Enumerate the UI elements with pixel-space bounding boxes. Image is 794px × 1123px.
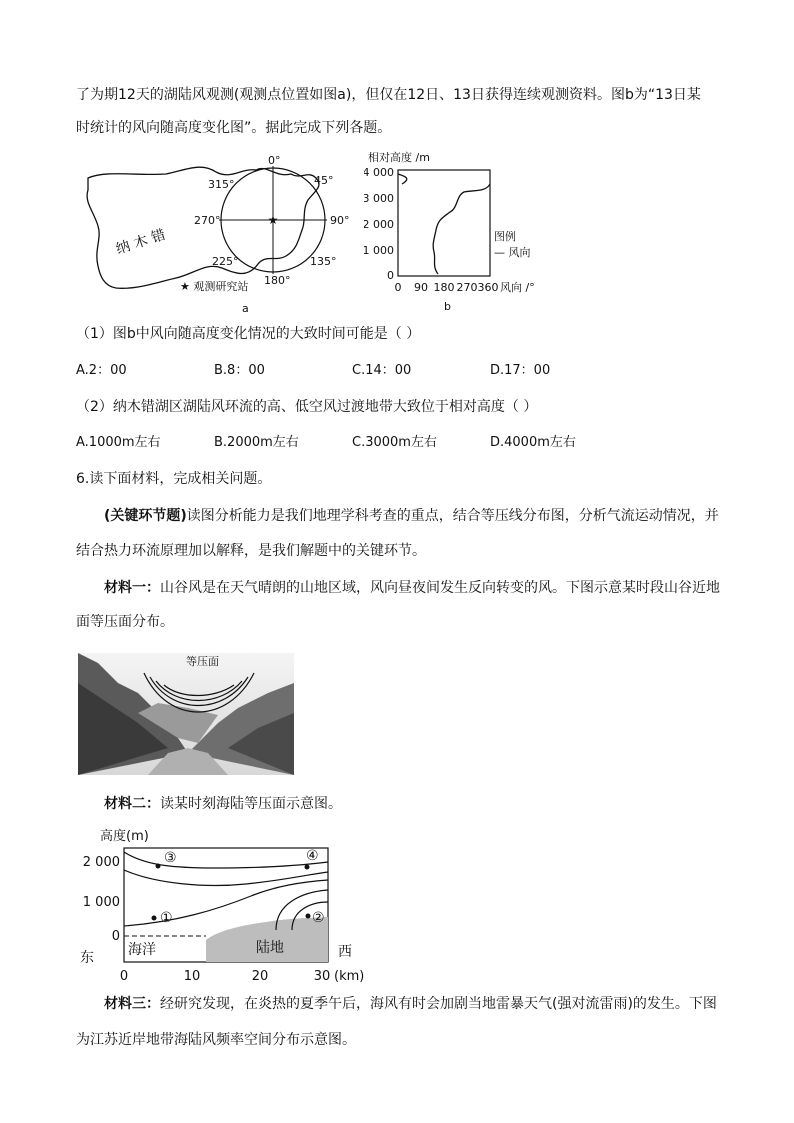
valley-photo: [78, 653, 294, 775]
figure-b-wind-chart: [364, 148, 564, 318]
point-2: ②: [312, 910, 325, 926]
material-3-text-1: 经研究发现，在炎热的夏季午后，海风有时会加剧当地雷暴天气(强对流雷雨)的发生。下图: [160, 996, 717, 1012]
sea-xtick-20: 20: [251, 969, 269, 984]
q6-key-line-2: 结合热力环流原理加以解释，是我们解题中的关键环节。: [76, 543, 426, 559]
q1-option-a: A.2：00: [76, 363, 127, 378]
material-2-text: 读某时刻海陆等压面示意图。: [160, 796, 342, 812]
ocean-label: 海洋: [128, 942, 156, 958]
xtick-360: 360: [477, 281, 499, 294]
material-1-line-1: [104, 578, 720, 598]
material-2-label: 材料二：: [104, 796, 160, 812]
sea-ytick-1000: 1 000: [82, 895, 120, 910]
fig-b-legend-title: 图例: [494, 230, 516, 243]
ytick-2000: 2 000: [364, 218, 394, 231]
angle-45: 45°: [314, 174, 334, 187]
xtick-90: 90: [414, 281, 428, 294]
sea-ylabel: 高度(m): [100, 829, 149, 844]
isobar-label: 等压面: [186, 655, 219, 668]
q6-key-line-1: [104, 506, 719, 526]
material-1-text-1: 山谷风是在天气晴朗的山地区域，风向昼夜间发生反向转变的风。下图示意某时段山谷近地: [160, 580, 720, 596]
point-3: ③: [164, 850, 177, 866]
ytick-1000: 1 000: [364, 244, 394, 257]
material-2-line: [104, 794, 342, 814]
sea-xtick-0: 0: [119, 969, 129, 984]
xtick-0: 0: [394, 281, 402, 294]
point-4: ④: [306, 848, 319, 864]
fig-b-ylabel: 相对高度 /m: [368, 151, 430, 164]
ytick-3000: 3 000: [364, 192, 394, 205]
q1-stem: （1）图b中风向随高度变化情况的大致时间可能是（ ）: [76, 326, 421, 342]
station-legend: ★ 观测研究站: [180, 280, 249, 293]
sea-land-diagram: [76, 822, 376, 984]
angle-90: 90°: [330, 214, 350, 227]
fig-b-caption: b: [444, 300, 451, 313]
angle-315: 315°: [208, 178, 235, 191]
q1-option-b: B.8：00: [214, 363, 265, 378]
material-3-line-1: [104, 994, 717, 1014]
station-star-icon: ★: [267, 213, 279, 227]
intro-line-1: 了为期12天的湖陆风观测(观测点位置如图a)，但仅在12日、13日获得连续观测资料。图b为“13日某: [76, 87, 701, 103]
q2-option-b: B.2000m左右: [214, 435, 299, 450]
lake-label: 纳 木 错: [114, 226, 168, 258]
q2-stem: （2）纳木错湖区湖陆风环流的高、低空风过渡地带大致位于相对高度（ ）: [76, 399, 538, 415]
sea-xtick-30: 30: [313, 969, 331, 984]
angle-270: 270°: [194, 214, 221, 227]
angle-135: 135°: [310, 255, 337, 268]
key-text-1: 读图分析能力是我们地理学科考查的重点，结合等压线分布图，分析气流运动情况，并: [186, 508, 719, 524]
material-1-line-2: 面等压面分布。: [76, 614, 174, 630]
material-3-line-2: 为江苏近岸地带海陆风频率空间分布示意图。: [76, 1032, 356, 1048]
sea-ytick-0: 0: [111, 929, 120, 944]
land-label: 陆地: [256, 940, 284, 956]
angle-180: 180°: [264, 274, 291, 287]
material-1-label: 材料一：: [104, 580, 160, 596]
sea-xtick-10: 10: [183, 969, 201, 984]
ytick-0: 0: [387, 269, 394, 282]
angle-225: 225°: [212, 255, 239, 268]
fig-a-caption: a: [242, 302, 249, 315]
q6-title: 6.读下面材料，完成相关问题。: [76, 471, 272, 487]
q1-option-c: C.14：00: [352, 363, 412, 378]
xtick-270: 270: [456, 281, 478, 294]
material-3-label: 材料三：: [104, 996, 160, 1012]
key-label: (关键环节题): [104, 508, 187, 524]
q1-option-d: D.17：00: [490, 363, 551, 378]
figure-a-lake-map: [76, 150, 356, 318]
q2-option-a: A.1000m左右: [76, 435, 161, 450]
sea-ytick-2000: 2 000: [82, 855, 120, 870]
q2-option-d: D.4000m左右: [490, 435, 576, 450]
fig-b-xlabel: 风向 /°: [500, 281, 535, 294]
west-label: 西: [338, 944, 352, 960]
east-label: 东: [80, 950, 94, 966]
xtick-180: 180: [433, 281, 455, 294]
q2-option-c: C.3000m左右: [352, 435, 437, 450]
angle-0: 0°: [268, 154, 281, 167]
sea-xunit: (km): [334, 969, 365, 984]
point-1: ①: [160, 910, 173, 926]
intro-line-2: 时统计的风向随高度变化图”。据此完成下列各题。: [76, 120, 392, 136]
ytick-4000: 4 000: [364, 166, 394, 179]
fig-b-legend-item: — 风向: [494, 246, 531, 259]
